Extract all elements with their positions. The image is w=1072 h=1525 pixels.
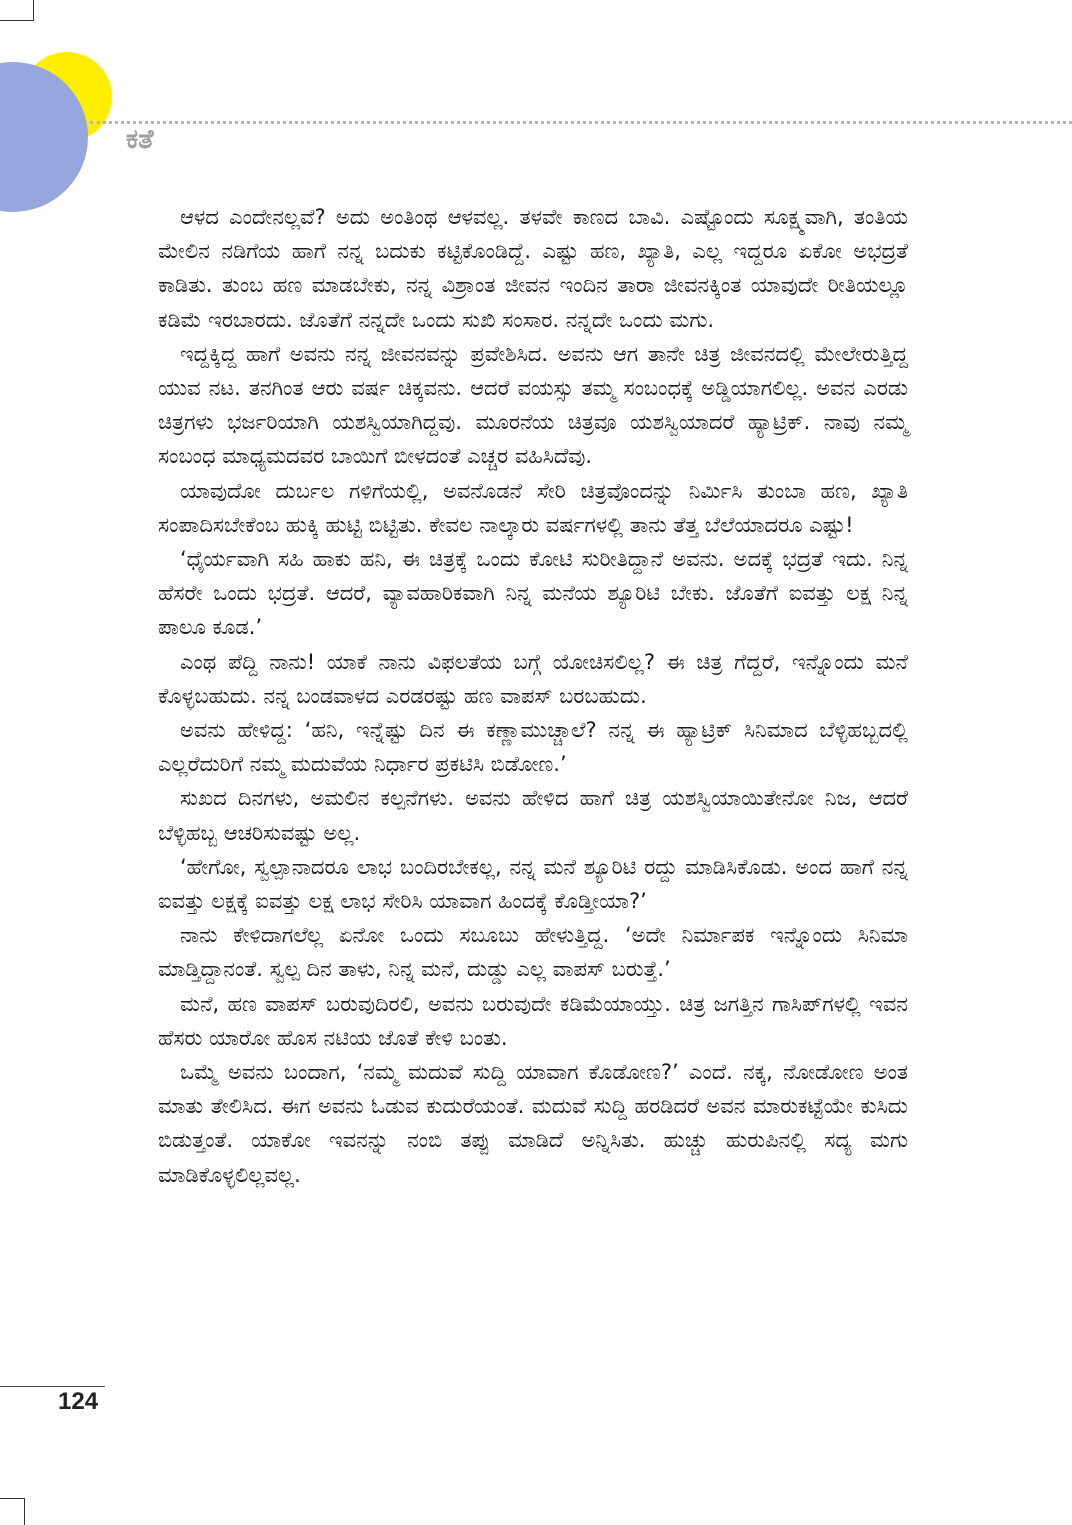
paragraph: ಇದ್ದಕ್ಕಿದ್ದ ಹಾಗೆ ಅವನು ನನ್ನ ಜೀವನವನ್ನು ಪ್ರವೇಶಿಸಿದ. ಅವನು ಆಗ ತಾನೇ ಚಿತ್ರ ಜೀವನದಲ್ಲಿ ಮೇಲೇರುತ್ತಿದ್ದ ಯುವ ನಟ. ತನಗಿಂತ ಆರು ವರ್ಷ ಚಿಕ್ಕವನು. ಆದರೆ ವಯಸ್ಸು ತಮ್ಮ ಸಂಬಂಧಕ್ಕೆ ಅಡ್ಡಿಯಾಗಲಿಲ್ಲ. ಅವನ ಎರಡು ಚಿತ್ರಗಳು ಭರ್ಜರಿಯಾಗಿ ಯಶಸ್ವಿಯಾಗಿದ್ದವು. ಮೂರನೆಯ ಚಿತ್ರವೂ ಯಶಸ್ವಿಯಾದರೆ ಹ್ಯಾಟ್ರಿಕ್. ನಾವು ನಮ್ಮ ಸಂಬಂಧ ಮಾಧ್ಯಮದವರ ಬಾಯಿಗೆ ಬೀಳದಂತೆ ಎಚ್ಚರ ವಹಿಸಿದೆವು. — [158, 341, 908, 469]
paragraph: ಆಳದ ಎಂದೇನಲ್ಲವೆ? ಅದು ಅಂತಿಂಥ ಆಳವಲ್ಲ. ತಳವೇ ಕಾಣದ ಬಾವಿ. ಎಷ್ಟೊಂದು ಸೂಕ್ಷ್ಮವಾಗಿ, ತಂತಿಯ ಮೇಲಿನ ನಡಿಗೆಯ ಹಾಗೆ ನನ್ನ ಬದುಕು ಕಟ್ಟಿಕೊಂಡಿದ್ದೆ. ಎಷ್ಟು ಹಣ, ಖ್ಯಾತಿ, ಎಲ್ಲ ಇದ್ದರೂ ಏಕೋ ಅಭದ್ರತೆ ಕಾಡಿತು. ತುಂಬ ಹಣ ಮಾಡಬೇಕು, ನನ್ನ ವಿಶ್ರಾಂತ ಜೀವನ ಇಂದಿನ ತಾರಾ ಜೀವನಕ್ಕಿಂತ ಯಾವುದೇ ರೀತಿಯಲ್ಲೂ ಕಡಿಮೆ ಇರಬಾರದು. ಜೊತೆಗೆ ನನ್ನದೇ ಒಂದು ಸುಖಿ ಸಂಸಾರ. ನನ್ನದೇ ಒಂದು ಮಗು. — [158, 205, 908, 332]
paragraph: ಅವನು ಹೇಳಿದ್ದ: ‘ಹನಿ, ಇನ್ನೆಷ್ಟು ದಿನ ಈ ಕಣ್ಣಾಮುಚ್ಚಾಲೆ? ನನ್ನ ಈ ಹ್ಯಾಟ್ರಿಕ್ ಸಿನಿಮಾದ ಬೆಳ್ಳಿಹಬ್ಬದಲ್ಲಿ ಎಲ್ಲರೆದುರಿಗೆ ನಮ್ಮ ಮದುವೆಯ ನಿರ್ಧಾರ ಪ್ರಕಟಿಸಿ ಬಿಡೋಣ.’ — [158, 718, 908, 777]
paragraph: ಸುಖದ ದಿನಗಳು, ಅಮಲಿನ ಕಲ್ಪನೆಗಳು. ಅವನು ಹೇಳಿದ ಹಾಗೆ ಚಿತ್ರ ಯಶಸ್ವಿಯಾಯಿತೇನೋ ನಿಜ, ಆದರೆ ಬೆಳ್ಳಿಹಬ್ಬ ಆಚರಿಸುವಷ್ಟು ಅಲ್ಲ. — [158, 786, 908, 845]
section-title: ಕತೆ — [126, 124, 154, 155]
paragraph: ಎಂಥ ಪೆದ್ದಿ ನಾನು! ಯಾಕೆ ನಾನು ವಿಫಲತೆಯ ಬಗ್ಗೆ ಯೋಚಿಸಲಿಲ್ಲ? ಈ ಚಿತ್ರ ಗೆದ್ದರೆ, ಇನ್ನೊಂದು ಮನೆ ಕೊಳ್ಳಬಹುದು. ನನ್ನ ಬಂಡವಾಳದ ಎರಡರಷ್ಟು ಹಣ ವಾಪಸ್ ಬರಬಹುದು. — [158, 649, 908, 708]
paragraph: ಮನೆ, ಹಣ ವಾಪಸ್ ಬರುವುದಿರಲಿ, ಅವನು ಬರುವುದೇ ಕಡಿಮೆಯಾಯ್ತು. ಚಿತ್ರ ಜಗತ್ತಿನ ಗಾಸಿಪ್‌ಗಳಲ್ಲಿ ಇವನ ಹೆಸರು ಯಾರೋ ಹೊಸ ನಟಿಯ ಜೊತೆ ಕೇಳಿ ಬಂತು. — [158, 991, 908, 1050]
page-number: 124 — [58, 1388, 99, 1415]
paragraph: ‘ಧೈರ್ಯವಾಗಿ ಸಹಿ ಹಾಕು ಹನಿ, ಈ ಚಿತ್ರಕ್ಕೆ ಒಂದು ಕೋಟಿ ಸುರೀತಿದ್ದಾನೆ ಅವನು. ಅದಕ್ಕೆ ಭದ್ರತೆ ಇದು. ನಿನ್ನ ಹೆಸರೇ ಒಂದು ಭದ್ರತೆ. ಆದರೆ, ವ್ಯಾವಹಾರಿಕವಾಗಿ ನಿನ್ನ ಮನೆಯ ಶ್ಯೂರಿಟಿ ಬೇಕು. ಜೊತೆಗೆ ಐವತ್ತು ಲಕ್ಷ ನಿನ್ನ ಪಾಲೂ ಕೂಡ.’ — [158, 547, 908, 640]
crop-mark-top-vertical — [33, 0, 34, 20]
crop-mark-top-horizontal — [0, 20, 34, 21]
crop-mark-bottom-horizontal — [0, 1498, 24, 1499]
story-body — [158, 200, 908, 1192]
paragraph: ಯಾವುದೋ ದುರ್ಬಲ ಗಳಿಗೆಯಲ್ಲಿ, ಅವನೊಡನೆ ಸೇರಿ ಚಿತ್ರವೊಂದನ್ನು ನಿರ್ಮಿಸಿ ತುಂಬಾ ಹಣ, ಖ್ಯಾತಿ ಸಂಪಾದಿಸಬೇಕೆಂಬ ಹುಕ್ಕಿ ಹುಟ್ಟಿ ಬಿಟ್ಟಿತು. ಕೇವಲ ನಾಲ್ಕಾರು ವರ್ಷಗಳಲ್ಲಿ ತಾನು ತೆತ್ತ ಬೆಲೆಯಾದರೂ ಎಷ್ಟು! — [158, 478, 908, 537]
crop-mark-bottom-vertical — [24, 1498, 25, 1525]
paragraph: ಒಮ್ಮೆ ಅವನು ಬಂದಾಗ, ‘ನಮ್ಮ ಮದುವೆ ಸುದ್ದಿ ಯಾವಾಗ ಕೊಡೋಣ?’ ಎಂದೆ. ನಕ್ಕ, ನೋಡೋಣ ಅಂತ ಮಾತು ತೇಲಿಸಿದ. ಈಗ ಅವನು ಓಡುವ ಕುದುರೆಯಂತೆ. ಮದುವೆ ಸುದ್ದಿ ಹರಡಿದರೆ ಅವನ ಮಾರುಕಟ್ಟೆಯೇ ಕುಸಿದು ಬಿಡುತ್ತಂತೆ. ಯಾಕೋ ಇವನನ್ನು ನಂಬಿ ತಪ್ಪು ಮಾಡಿದೆ ಅನ್ನಿಸಿತು. ಹುಚ್ಚು ಹುರುಪಿನಲ್ಲಿ ಸದ್ಯ ಮಗು ಮಾಡಿಕೊಳ್ಳಲಿಲ್ಲವಲ್ಲ. — [158, 1060, 908, 1187]
paragraph: ‘ಹೇಗೋ, ಸ್ವಲ್ಪಾನಾದರೂ ಲಾಭ ಬಂದಿರಬೇಕಲ್ಲ, ನನ್ನ ಮನೆ ಶ್ಯೂರಿಟಿ ರದ್ದು ಮಾಡಿಸಿಕೊಡು. ಅಂದ ಹಾಗೆ ನನ್ನ ಐವತ್ತು ಲಕ್ಷಕ್ಕೆ ಐವತ್ತು ಲಕ್ಷ ಲಾಭ ಸೇರಿಸಿ ಯಾವಾಗ ಹಿಂದಕ್ಕೆ ಕೊಡ್ತೀಯಾ?’ — [158, 854, 908, 914]
paragraph: ನಾನು ಕೇಳಿದಾಗಲೆಲ್ಲ ಏನೋ ಒಂದು ಸಬೂಬು ಹೇಳುತ್ತಿದ್ದ. ‘ಅದೇ ನಿರ್ಮಾಪಕ ಇನ್ನೊಂದು ಸಿನಿಮಾ ಮಾಡ್ತಿದ್ದಾನಂತೆ. ಸ್ವಲ್ಪ ದಿನ ತಾಳು, ನಿನ್ನ ಮನೆ, ದುಡ್ಡು ಎಲ್ಲ ವಾಪಸ್ ಬರುತ್ತೆ.’ — [158, 923, 908, 982]
page-number-rule — [0, 1386, 105, 1387]
header-dotted-rule — [90, 121, 1072, 124]
